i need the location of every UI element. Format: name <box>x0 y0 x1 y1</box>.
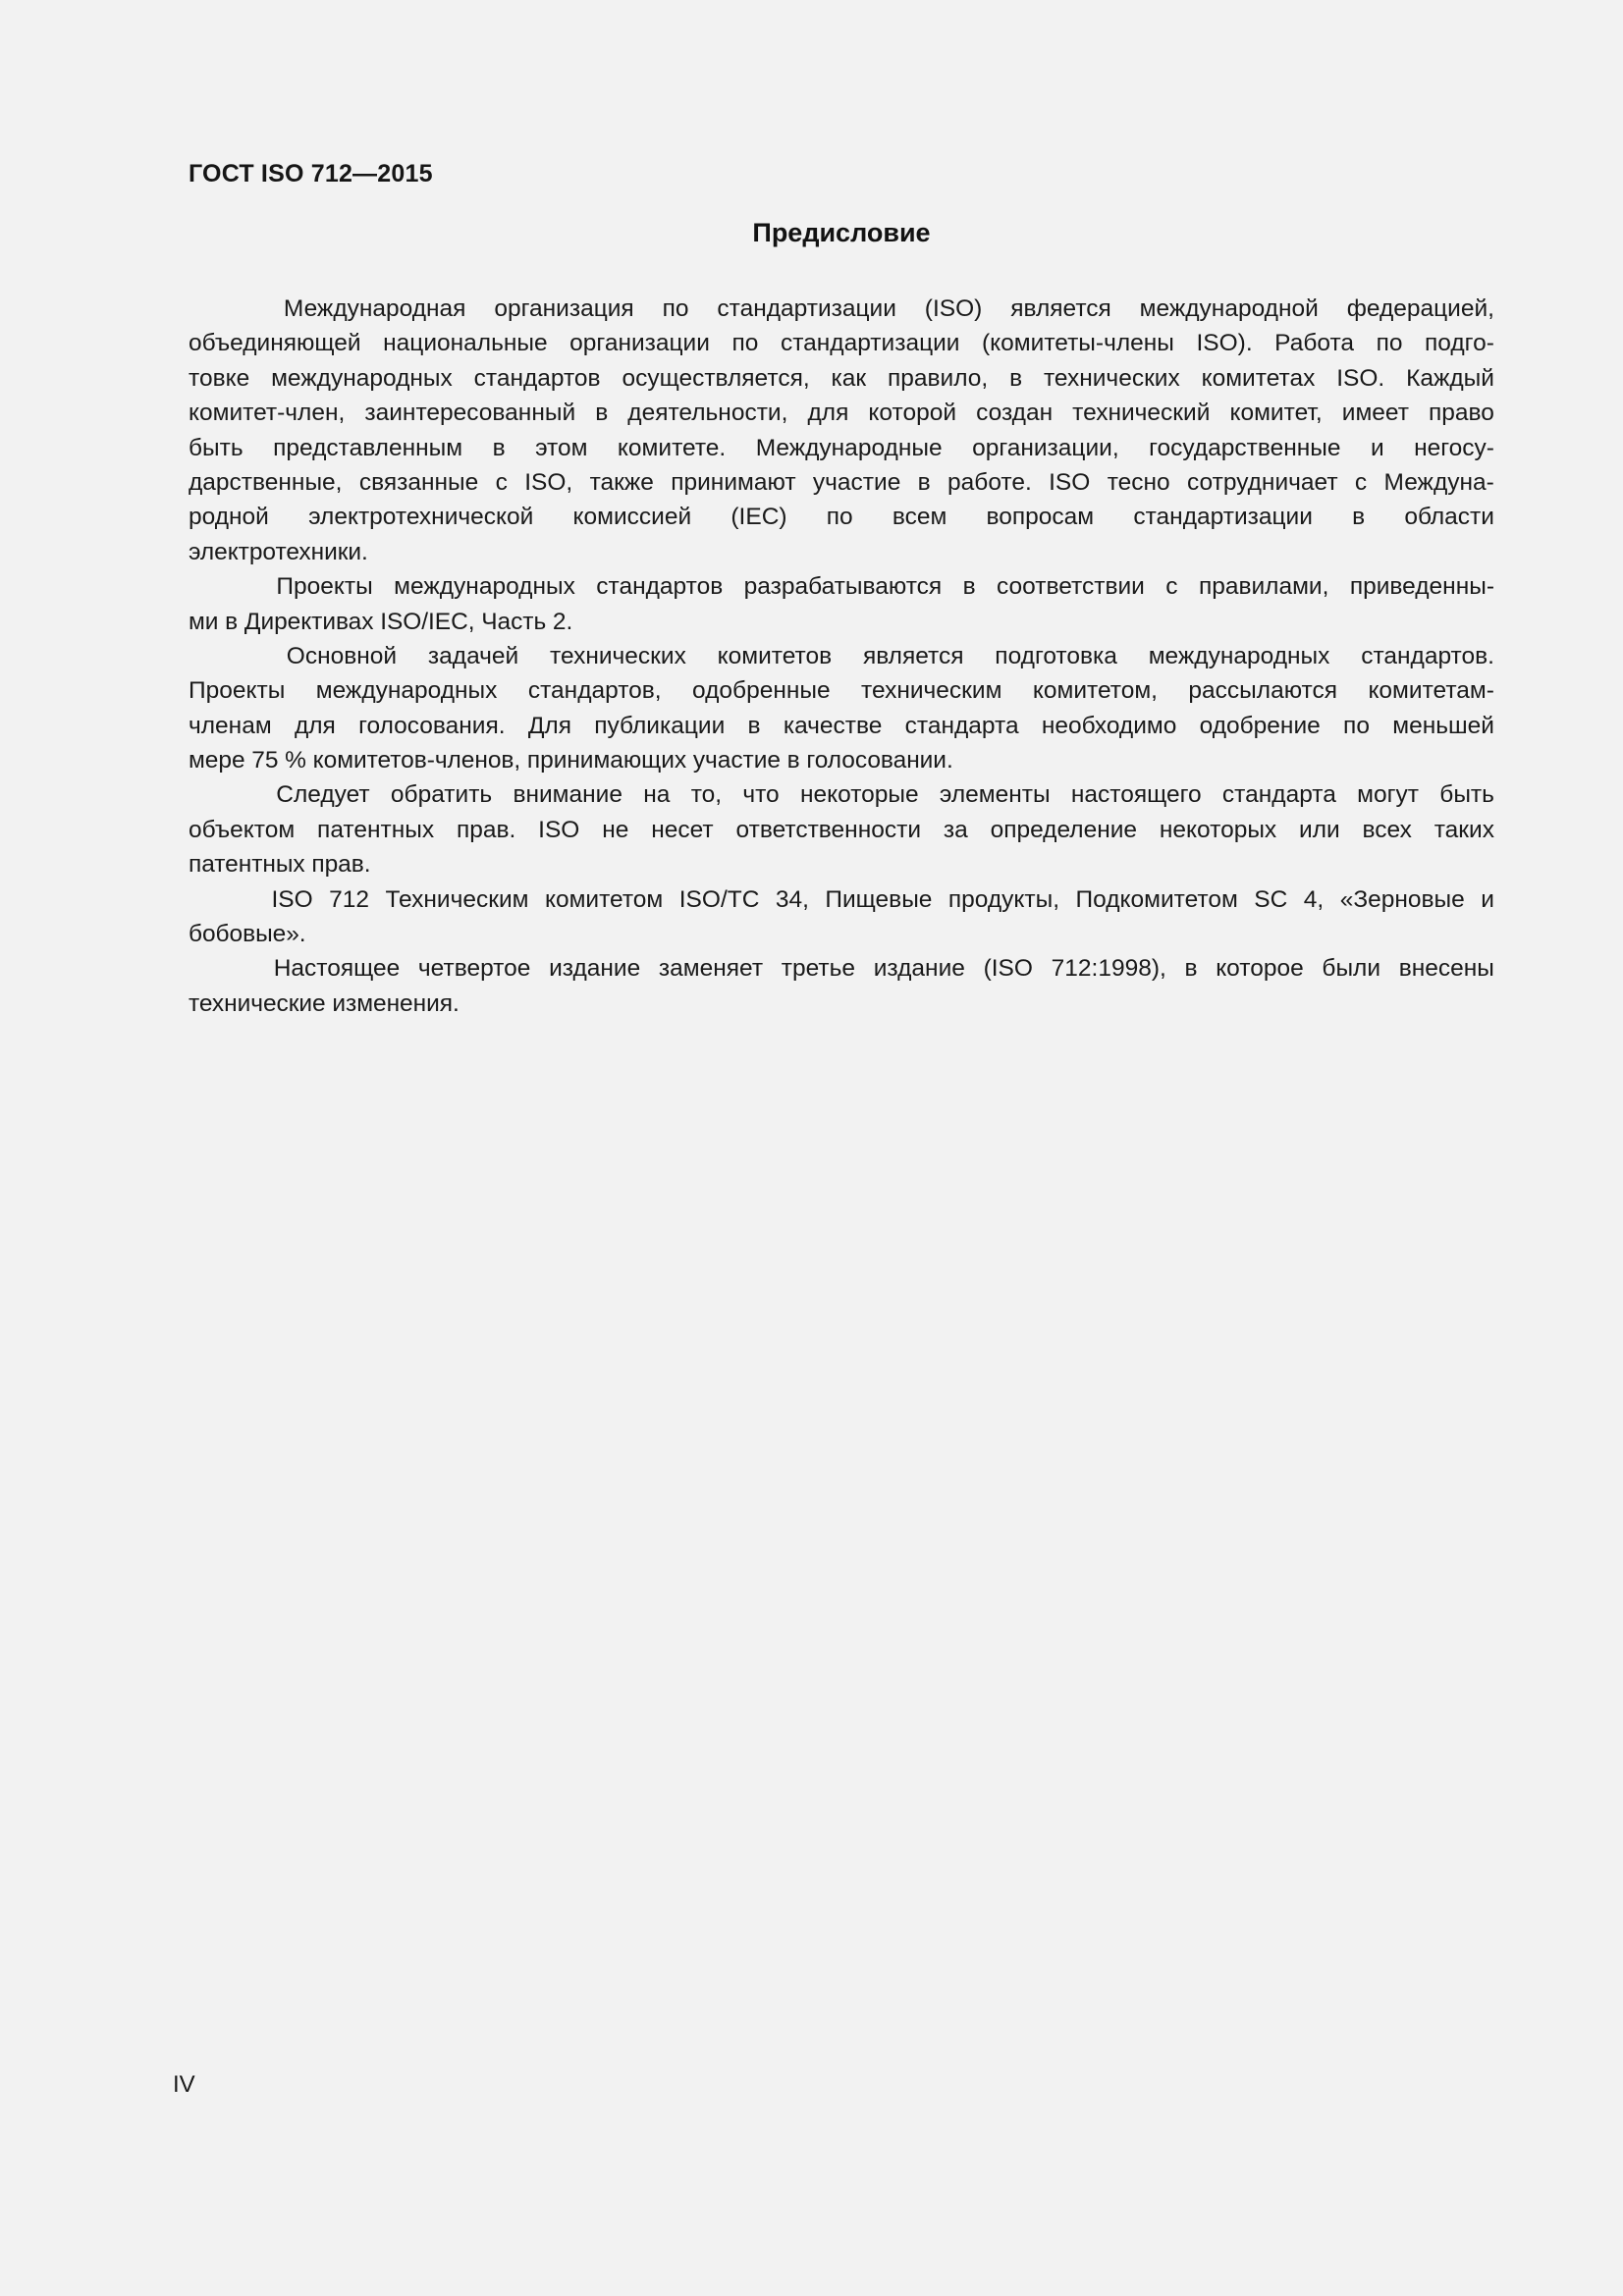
text-line <box>189 777 1494 812</box>
word: необходимо <box>1041 712 1177 739</box>
word: комиссией <box>572 504 692 531</box>
word: электротехнической <box>308 504 534 531</box>
text-line <box>189 673 1494 708</box>
word: что <box>742 781 780 809</box>
word: одобрение <box>1199 712 1321 739</box>
paragraph <box>189 951 1494 1021</box>
word: (IEC) <box>730 504 787 531</box>
word: объединяющей <box>189 330 361 357</box>
word: разрабатываются <box>743 573 943 601</box>
word: подготовка <box>995 642 1117 669</box>
word: не <box>602 816 629 843</box>
word: которое <box>1216 955 1304 983</box>
word: 712:1998), <box>1051 955 1166 983</box>
paragraph-indent <box>189 569 255 604</box>
word: техническим <box>861 677 1002 705</box>
paragraph <box>189 569 1494 639</box>
word: ISO <box>1049 468 1091 496</box>
word: в <box>1009 364 1023 392</box>
text-line <box>189 292 1494 326</box>
word: комитетах <box>1201 364 1316 392</box>
word: некоторые <box>799 781 919 809</box>
word: качестве <box>783 712 883 739</box>
word: технический <box>1072 400 1211 427</box>
word: правило, <box>887 364 989 392</box>
word: организации, <box>972 434 1119 461</box>
word: и <box>1370 434 1384 461</box>
text-line: мере 75 % комитетов-членов, принимающих участие в голосовании. <box>189 747 953 774</box>
text-line <box>189 396 1494 430</box>
word: задачей <box>427 642 519 669</box>
word: для <box>807 400 849 427</box>
word: публикации <box>594 712 726 739</box>
word: ISO, <box>524 468 573 496</box>
text-line <box>189 813 1494 847</box>
word: Техническим <box>385 885 529 913</box>
running-header: ГОСТ ISO 712—2015 <box>189 160 433 187</box>
word: Следует <box>276 781 370 809</box>
word: международных <box>1148 642 1330 669</box>
text-line <box>189 500 1494 534</box>
word: Подкомитетом <box>1075 885 1238 913</box>
word: всех <box>1362 816 1412 843</box>
word: членам <box>189 712 272 739</box>
word: в <box>917 468 931 496</box>
word: комитет-член, <box>189 400 346 427</box>
paragraph <box>189 882 1494 952</box>
word: осуществляется, <box>622 364 810 392</box>
word: в <box>747 712 761 739</box>
word: технических <box>550 642 686 669</box>
word: области <box>1404 504 1494 531</box>
word: как <box>831 364 867 392</box>
word: соответствии <box>997 573 1145 601</box>
word: является <box>862 642 964 669</box>
text-line <box>189 326 1494 360</box>
word: 34, <box>775 885 809 913</box>
text-line: технические изменения. <box>189 989 460 1017</box>
word: сотрудничает <box>1187 468 1338 496</box>
word: тесно <box>1107 468 1170 496</box>
word: прав. <box>456 816 516 843</box>
word: участие <box>812 468 901 496</box>
word: всем <box>892 504 947 531</box>
text-line: бобовые». <box>189 921 306 948</box>
word: правилами, <box>1198 573 1329 601</box>
paragraph-indent <box>189 292 255 326</box>
word: внимание <box>513 781 622 809</box>
word: (ISO) <box>924 295 983 322</box>
word: комитетом, <box>1032 677 1158 705</box>
word: связанные <box>358 468 479 496</box>
paragraph <box>189 777 1494 881</box>
word: государственные <box>1149 434 1341 461</box>
word: представленным <box>273 434 463 461</box>
word: голосования. <box>358 712 506 739</box>
word: право <box>1429 400 1494 427</box>
word: 4, <box>1303 885 1325 913</box>
word: определение <box>990 816 1138 843</box>
word: родной <box>189 504 269 531</box>
word: по <box>662 295 689 322</box>
word: ответственности <box>735 816 922 843</box>
word: (ISO <box>983 955 1033 983</box>
text-line <box>189 569 1494 604</box>
word: ISO <box>538 816 580 843</box>
word: международных <box>271 364 453 392</box>
word: настоящего <box>1070 781 1202 809</box>
word: заинтересованный <box>364 400 576 427</box>
word: Настоящее <box>273 955 401 983</box>
word: продукты, <box>947 885 1060 913</box>
word: на <box>643 781 671 809</box>
word: национальные <box>383 330 548 357</box>
word: быть <box>1439 781 1494 809</box>
word: комитете. <box>617 434 727 461</box>
text-line <box>189 361 1494 396</box>
paragraph <box>189 639 1494 778</box>
word: Междуна- <box>1383 468 1494 496</box>
word: дарственные, <box>189 468 343 496</box>
word: негосу- <box>1414 434 1494 461</box>
word: одобренные <box>692 677 831 705</box>
paragraph-indent <box>189 639 255 673</box>
word: с <box>1354 468 1368 496</box>
word: подго- <box>1425 330 1494 357</box>
word: стандарта <box>1221 781 1336 809</box>
text-line <box>189 639 1494 673</box>
word: с <box>1165 573 1178 601</box>
word: по <box>1376 330 1403 357</box>
word: за <box>943 816 968 843</box>
body-text <box>189 292 1494 1021</box>
text-line: ми в Директивах ISO/IEC, Часть 2. <box>189 608 573 635</box>
word: которой <box>868 400 957 427</box>
page-number: IV <box>173 2071 195 2098</box>
word: внесены <box>1398 955 1494 983</box>
word: стандартизации <box>717 295 896 322</box>
word: Проекты <box>276 573 373 601</box>
word: быть <box>189 434 243 461</box>
page-title: Предисловие <box>752 218 931 247</box>
text-line: электротехники. <box>189 538 368 565</box>
word: по <box>826 504 853 531</box>
word: стандарта <box>904 712 1019 739</box>
word: рассылаются <box>1188 677 1338 705</box>
word: Международные <box>755 434 943 461</box>
word: Проекты <box>189 677 286 705</box>
word: международных <box>315 677 498 705</box>
word: товке <box>189 364 250 392</box>
word: в <box>1352 504 1366 531</box>
text-line <box>189 882 1494 917</box>
word: федерацией, <box>1346 295 1494 322</box>
text-line: патентных прав. <box>189 851 371 879</box>
word: вопросам <box>986 504 1095 531</box>
word: комитетам- <box>1368 677 1494 705</box>
text-line <box>189 431 1494 465</box>
word: этом <box>535 434 588 461</box>
word: комитет, <box>1229 400 1323 427</box>
word: международной <box>1139 295 1319 322</box>
paragraph-indent <box>189 777 255 812</box>
word: создан <box>976 400 1054 427</box>
word: приведенны- <box>1349 573 1494 601</box>
word: для <box>294 712 336 739</box>
word: четвертое <box>417 955 531 983</box>
word: Каждый <box>1406 364 1494 392</box>
word: Для <box>527 712 571 739</box>
word: по <box>731 330 759 357</box>
word: и <box>1481 885 1494 913</box>
word: также <box>589 468 654 496</box>
word: таких <box>1434 816 1494 843</box>
word: стандартов, <box>527 677 662 705</box>
word: деятельности, <box>627 400 788 427</box>
word: в <box>1184 955 1198 983</box>
word: SC <box>1254 885 1288 913</box>
paragraph <box>189 292 1494 569</box>
word: стандартов. <box>1361 642 1494 669</box>
word: 712 <box>329 885 370 913</box>
word: принимают <box>671 468 796 496</box>
word: были <box>1322 955 1381 983</box>
word: издание <box>549 955 641 983</box>
word: «Зерновые <box>1339 885 1465 913</box>
word: организация <box>494 295 634 322</box>
word: патентных <box>317 816 435 843</box>
word: в <box>492 434 506 461</box>
word: то, <box>690 781 723 809</box>
word: ISO). <box>1196 330 1253 357</box>
word: издание <box>873 955 965 983</box>
word: или <box>1299 816 1340 843</box>
word: в <box>595 400 609 427</box>
word: стандартов <box>596 573 724 601</box>
word: третье <box>781 955 856 983</box>
word: меньшей <box>1392 712 1494 739</box>
word: комитетом <box>544 885 664 913</box>
word: заменяет <box>658 955 764 983</box>
word: организации <box>569 330 710 357</box>
word: ISO <box>271 885 313 913</box>
word: ISO. <box>1336 364 1385 392</box>
word: в <box>962 573 976 601</box>
word: является <box>1010 295 1111 322</box>
word: несет <box>651 816 714 843</box>
word: Основной <box>286 642 398 669</box>
word: ISO/TC <box>678 885 760 913</box>
word: работе. <box>947 468 1032 496</box>
word: Пищевые <box>825 885 933 913</box>
word: комитетов <box>717 642 833 669</box>
paragraph-indent <box>189 882 255 917</box>
word: стандартизации <box>1133 504 1313 531</box>
word: (комитеты-члены <box>982 330 1174 357</box>
word: объектом <box>189 816 296 843</box>
word: по <box>1343 712 1370 739</box>
word: могут <box>1357 781 1420 809</box>
word: с <box>495 468 508 496</box>
word: имеет <box>1341 400 1409 427</box>
word: стандартов <box>473 364 601 392</box>
word: технических <box>1043 364 1180 392</box>
word: некоторых <box>1159 816 1277 843</box>
text-line <box>189 951 1494 986</box>
text-line <box>189 709 1494 743</box>
word: Работа <box>1274 330 1355 357</box>
word: международных <box>394 573 575 601</box>
text-line <box>189 465 1494 500</box>
word: Международная <box>283 295 466 322</box>
word: стандартизации <box>780 330 960 357</box>
word: обратить <box>390 781 493 809</box>
paragraph-indent <box>189 951 255 986</box>
word: элементы <box>939 781 1051 809</box>
